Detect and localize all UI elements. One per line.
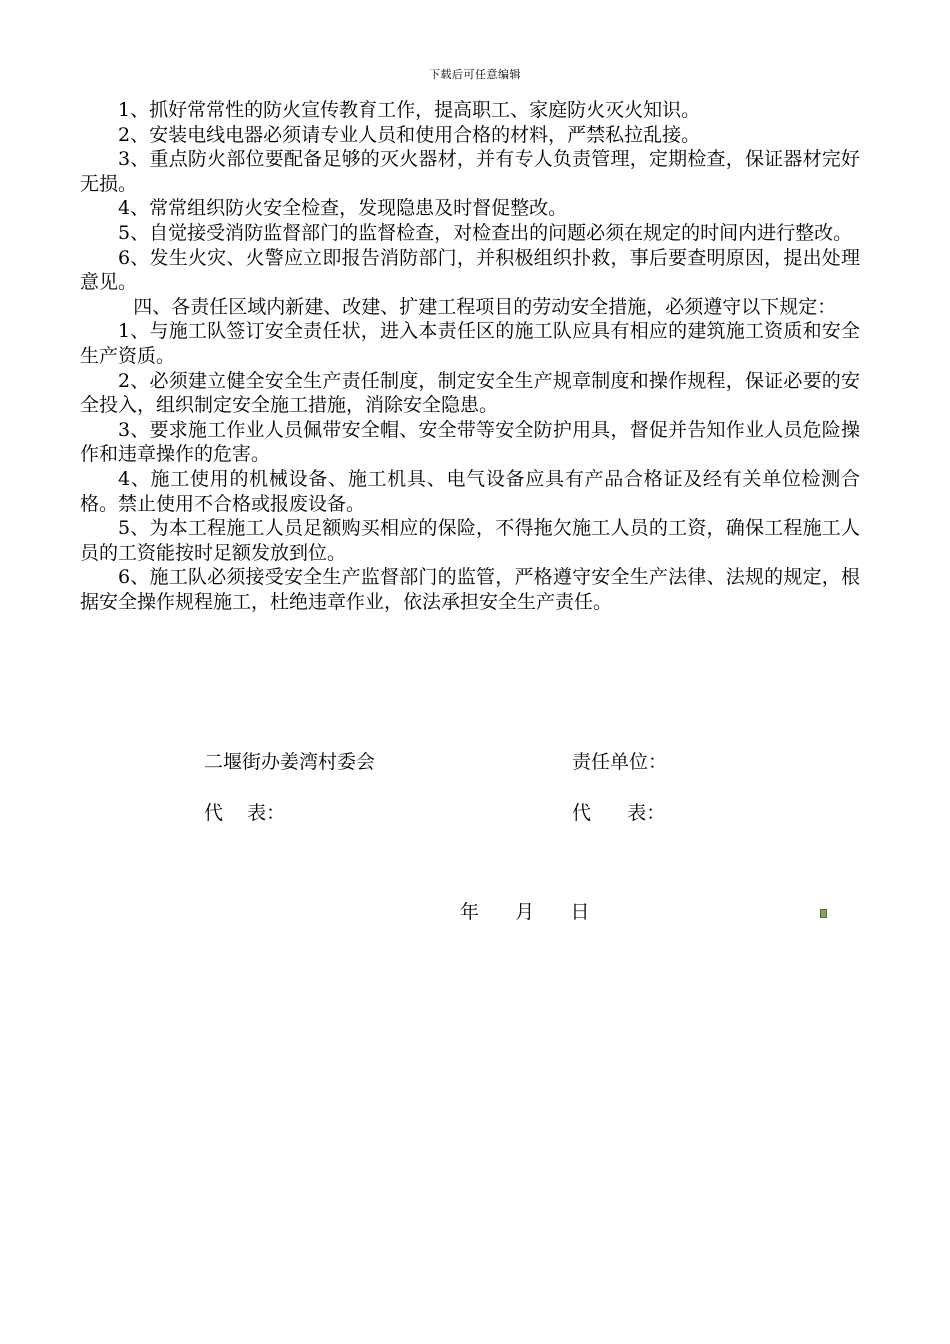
party-b-label: 责任单位： [572, 751, 668, 773]
paragraph: 1、抓好常常性的防火宣传教育工作，提高职工、家庭防火灭火知识。 [118, 99, 701, 121]
paragraph: 6、发生火灾、火警应立即报告消防部门，并积极组织扑救，事后要查明原因，提出处理意见。 [80, 246, 860, 294]
paragraph: 3、要求施工作业人员佩带安全帽、安全带等安全防护用具，督促并告知作业人员危险操作和违章操作的危害。 [80, 418, 860, 466]
document-body [80, 98, 860, 614]
section-heading: 四、各责任区域内新建、改建、扩建工程项目的劳动安全措施，必须遵守以下规定： [133, 295, 837, 318]
paragraph: 1、与施工队签订安全责任状，进入本责任区的施工队应具有相应的建筑施工资质和安全生产资质。 [80, 320, 860, 367]
page-header: 下载后可任意编辑 [429, 68, 521, 81]
paragraph: 2、安装电线电器必须请专业人员和使用合格的材料，严禁私拉乱接。 [118, 123, 701, 146]
paragraph: 4、常常组织防火安全检查，发现隐患及时督促整改。 [118, 197, 568, 220]
paragraph: 5、自觉接受消防监督部门的监督检查，对检查出的问题必须在规定的时间内进行整改。 [118, 221, 853, 244]
signature-date: 年 月 日 [460, 901, 590, 923]
party-a-name: 二堰街办姜湾村委会 [204, 751, 376, 773]
paragraph: 3、重点防火部位要配备足够的灭火器材，并有专人负责管理，定期检查，保证器材完好无损。 [80, 148, 860, 195]
paragraph: 5、为本工程施工人员足额购买相应的保险，不得拖欠施工人员的工资，确保工程施工人员的工资能按时足额发放到位。 [80, 517, 860, 564]
small-mark-icon [820, 909, 827, 918]
party-a-representative: 代 表： [204, 802, 286, 824]
paragraph: 4、施工使用的机械设备、施工机具、电气设备应具有产品合格证及经有关单位检测合格。禁止使用不合格或报废设备。 [80, 467, 860, 515]
paragraph: 6、施工队必须接受安全生产监督部门的监管，严格遵守安全生产法律、法规的规定，根据安全操作规程施工，杜绝违章作业，依法承担安全生产责任。 [80, 566, 860, 613]
party-b-representative: 代 表： [572, 802, 666, 824]
paragraph: 2、必须建立健全安全生产责任制度，制定安全生产规章制度和操作规程，保证必要的安全投入，组织制定安全施工措施，消除安全隐患。 [80, 369, 860, 417]
